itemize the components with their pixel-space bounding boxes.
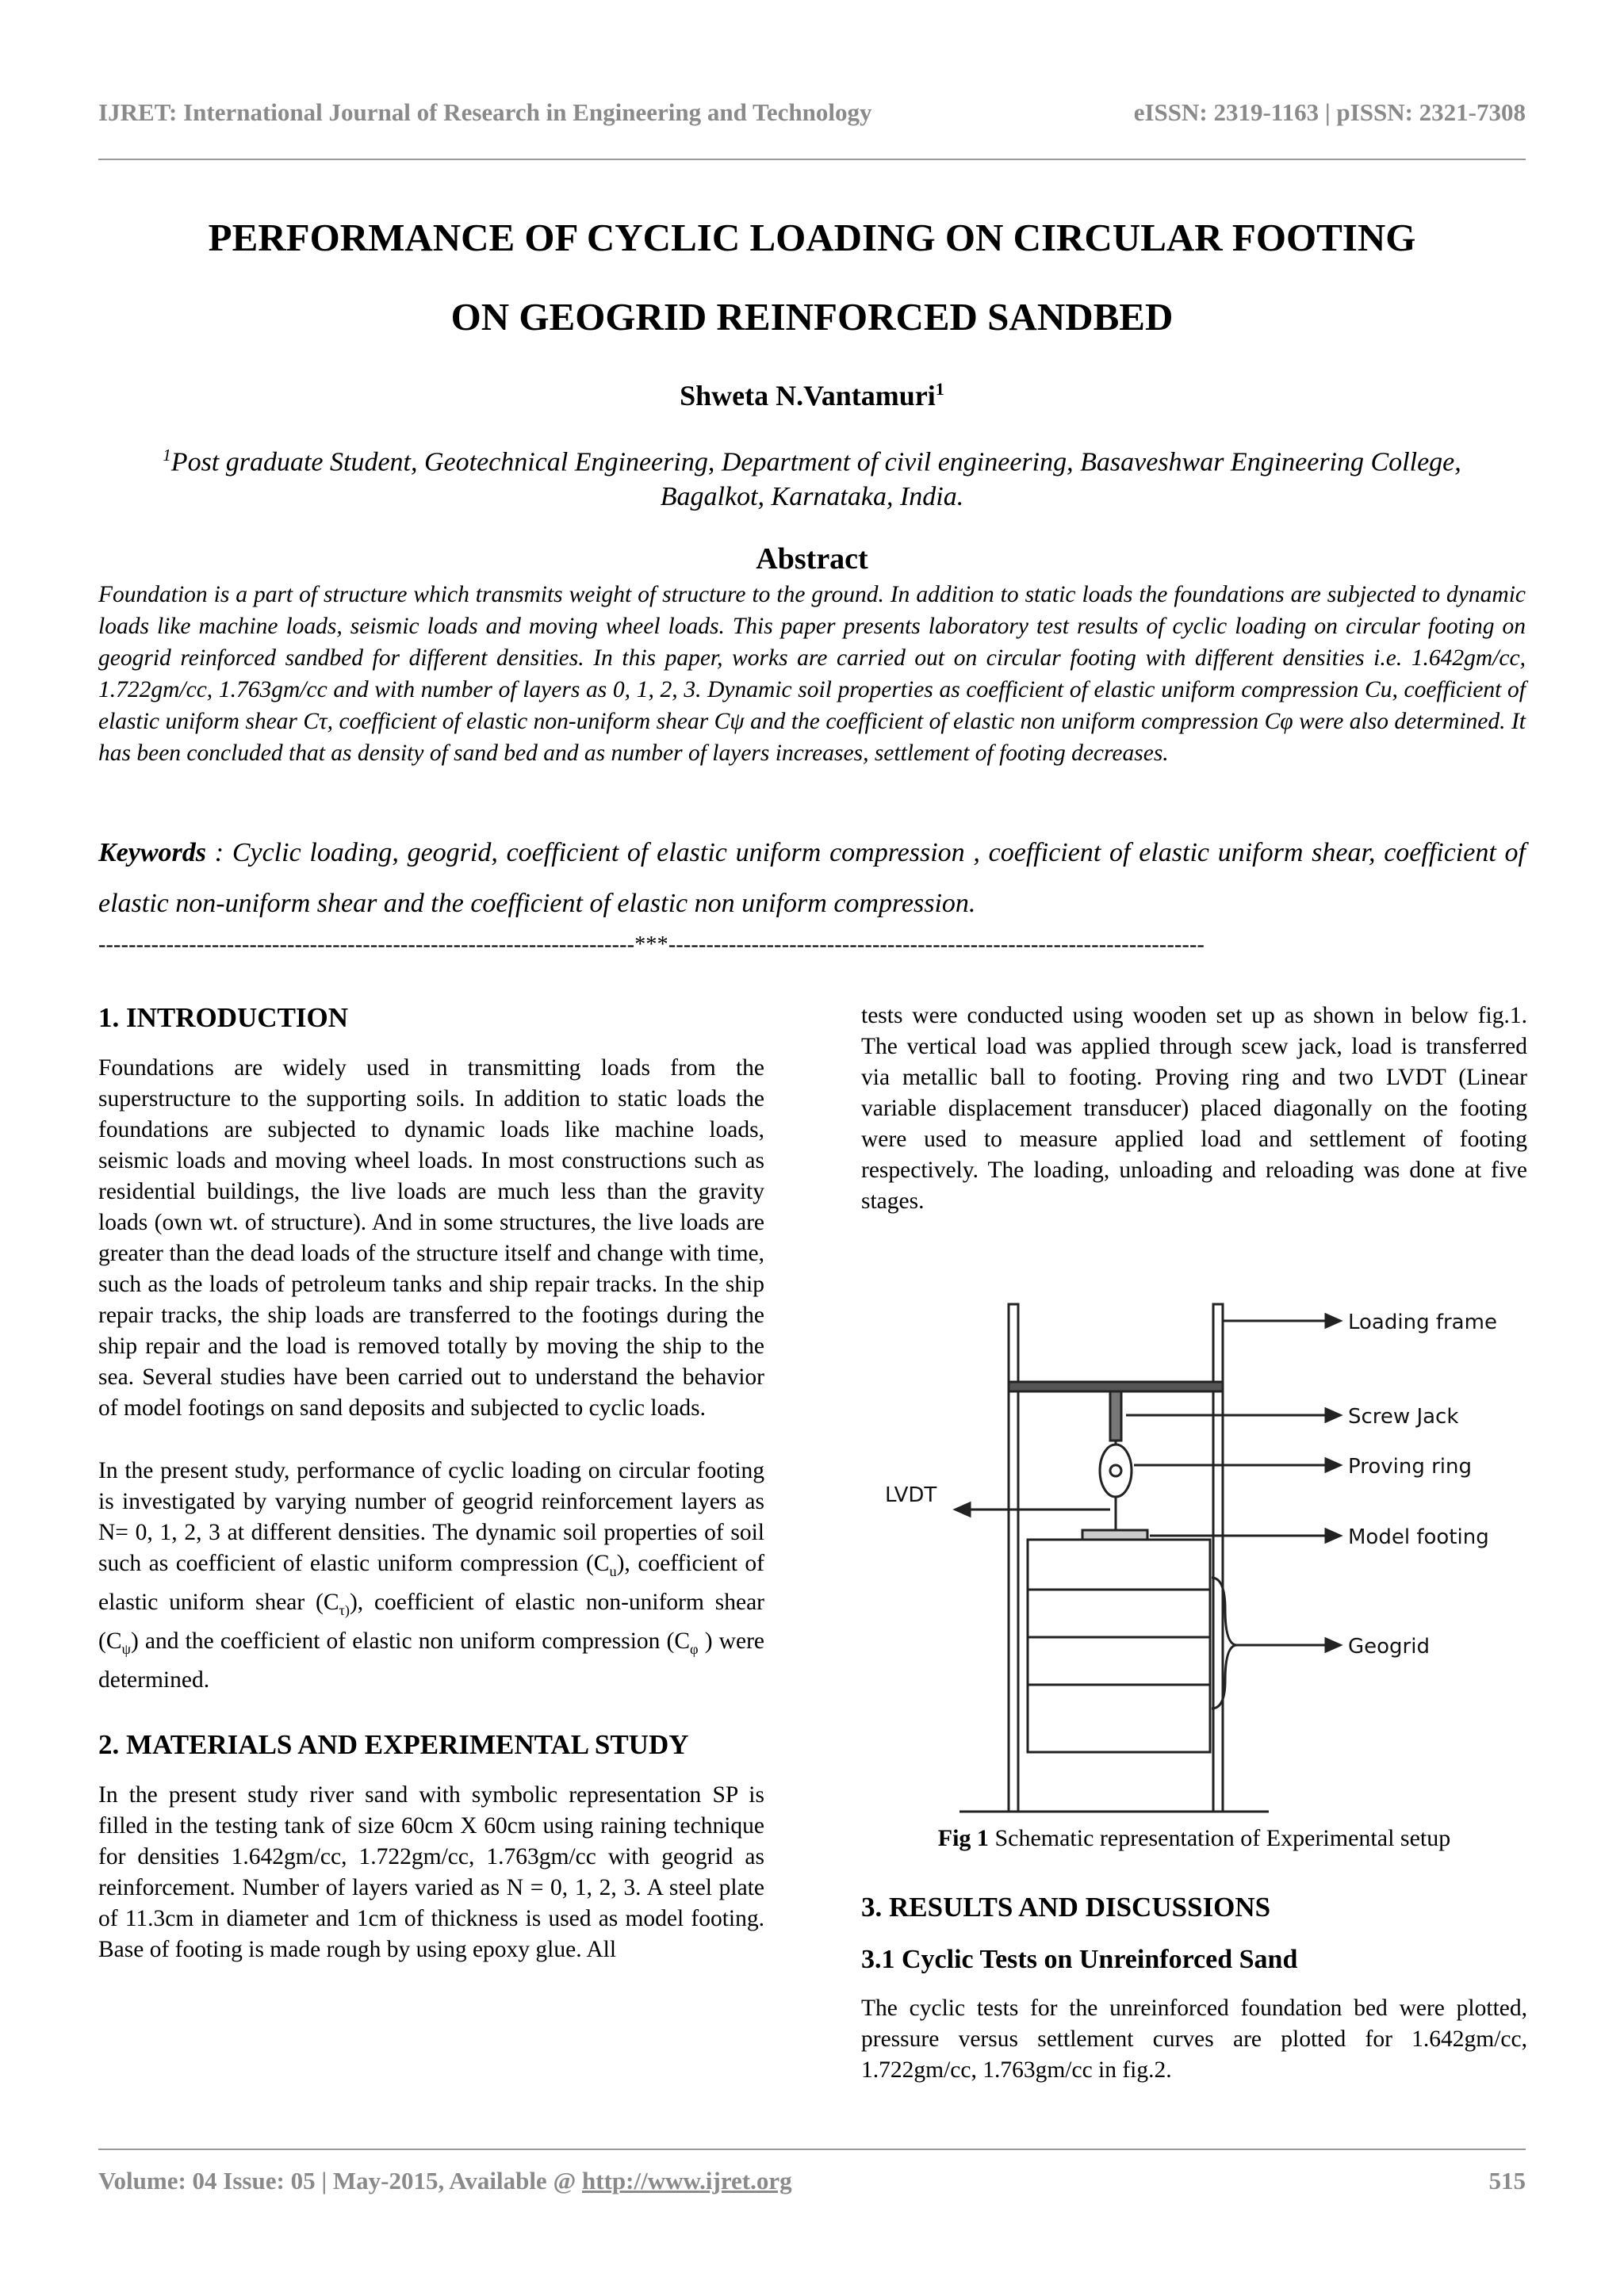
paper-title [98, 198, 1526, 357]
separator-mid: *** [634, 932, 668, 957]
results-paragraph-1: The cyclic tests for the unreinforced foundation bed were plotted, pressure versus settlement curves are plotted for 1.642gm/cc, 1.722gm/cc, 1.763gm/cc in fig.2. [861, 1996, 1527, 2083]
separator-right: ----------------------------------------------------------------------- [668, 932, 1205, 957]
right-column-top [861, 1001, 1527, 1249]
results-heading: 3. RESULTS AND DISCUSSIONS [861, 1892, 1271, 1923]
journal-link[interactable]: http://www.ijret.org [582, 2167, 792, 2195]
label-proving-ring: Proving ring [1348, 1455, 1472, 1479]
footer-rule [98, 2149, 1526, 2150]
author [0, 379, 1624, 412]
loading-frame-beam [1009, 1382, 1223, 1391]
proving-ring [1100, 1445, 1132, 1497]
intro-paragraph-1: Foundations are widely used in transmitting loads from the superstructure to the supporting soils. In addition to static loads the foundations are subjected to dynamic loads like machine loads, seismic loads and moving wheel loads. In most constructions such as residential buildings, the live loads are much less than the gravity loads (own wt. of structure). And in some structures, the live loads are greater than the dead loads of the structure itself and change with time, such as the loads of petroleum tanks and ship repair tracks. In the ship repair tracks, the ship loads are transferred to the footings during the ship repair and the load is removed totally by moving the ship to the sea. Several studies have been carried out to understand the behavior of model footings on sand deposits and subjected to cyclic loads. [98, 1055, 764, 1421]
label-loading-frame: Loading frame [1348, 1311, 1497, 1334]
results-subheading: 3.1 Cyclic Tests on Unreinforced Sand [861, 1945, 1298, 1974]
screw-jack [1110, 1391, 1121, 1441]
intro-heading: 1. INTRODUCTION [98, 1002, 349, 1033]
left-column [98, 1001, 764, 1997]
author-sup: 1 [935, 379, 944, 399]
affiliation [127, 438, 1497, 515]
title-line-1: PERFORMANCE OF CYCLIC LOADING ON CIRCULAR FOOTING [208, 216, 1416, 259]
sand-tank [1028, 1540, 1210, 1752]
separator-left: ----------------------------------------------------------------------- [98, 932, 635, 957]
model-footing [1082, 1530, 1147, 1540]
page-number: 515 [1488, 2167, 1526, 2195]
materials-heading: 2. MATERIALS AND EXPERIMENTAL STUDY [98, 1728, 689, 1760]
materials-paragraph-2: tests were conducted using wooden set up as shown in below fig.1. The vertical load was applied through scew jack, load is transferred via metallic ball to footing. Proving ring and two LVDT (Linear variable displacement transducer) placed diagonally on the footing were used to measure applied load and settlement of footing respectively. The loading, unloading and reloading was done at five stages. [861, 1003, 1527, 1214]
issn: eISSN: 2319-1163 | pISSN: 2321-7308 [1133, 98, 1526, 126]
abstract-heading: Abstract [756, 542, 868, 576]
figure-caption-text: Schematic representation of Experimental setup [988, 1825, 1451, 1851]
keywords-label: Keywords [98, 838, 206, 867]
journal-name: IJRET: International Journal of Research in Engineering and Technology [98, 98, 872, 126]
keywords-text: : Cyclic loading, geogrid, coefficient of elastic uniform compression , coefficient of elastic uniform shear, coefficient of elastic non-uniform shear and the coefficient of elastic non uniform compression. [98, 838, 1526, 918]
header-rule [98, 159, 1526, 160]
left-post [1009, 1304, 1018, 1812]
label-lvdt: LVDT [885, 1483, 937, 1507]
author-name: Shweta N.Vantamuri [680, 380, 936, 411]
experimental-setup-figure [872, 1292, 1530, 1823]
label-geogrid: Geogrid [1348, 1635, 1430, 1659]
figure-caption [861, 1825, 1527, 1852]
proving-ring-center [1110, 1465, 1121, 1476]
label-screw-jack: Screw Jack [1348, 1405, 1459, 1429]
abstract-text: Foundation is a part of structure which transmits weight of structure to the ground. In addition to static loads the foundations are subjected to dynamic loads like machine loads, seismic loads and moving wheel loads. This paper presents laboratory test results of cyclic loading on circular footing on geogrid reinforced sandbed for different densities. In this paper, works are carried out on circular footing with different densities i.e. 1.642gm/cc, 1.722gm/cc, 1.763gm/cc and with number of layers as 0, 1, 2, 3. Dynamic soil properties as coefficient of elastic uniform compression Cu, coefficient of elastic uniform shear Cτ, coefficient of elastic non-uniform shear Cψ and the coefficient of elastic non uniform compression Cφ were also determined. It has been concluded that as density of sand bed and as number of layers increases, settlement of footing decreases. [98, 582, 1526, 766]
label-model-footing: Model footing [1348, 1525, 1489, 1549]
keywords [98, 828, 1526, 929]
footer-volume: Volume: 04 Issue: 05 | May-2015, Available @ http://www.ijret.org [98, 2167, 792, 2195]
title-line-2: ON GEOGRID REINFORCED SANDBED [450, 295, 1174, 339]
section-separator [98, 932, 1534, 958]
affiliation-sup: 1 [163, 446, 171, 465]
materials-paragraph-1: In the present study river sand with symbolic representation SP is filled in the testing tank of size 60cm X 60cm using raining technique for densities 1.642gm/cc, 1.722gm/cc, 1.763gm/cc with geogrid as reinforcement. Number of layers varied as N = 0, 1, 2, 3. A steel plate of 11.3cm in diameter and 1cm of thickness is used as model footing. Base of footing is made rough by using epoxy glue. All [98, 1781, 764, 1962]
right-post [1213, 1304, 1223, 1812]
geogrid-brace [1212, 1578, 1237, 1709]
right-column-bottom [861, 1890, 1527, 2118]
affiliation-text: Post graduate Student, Geotechnical Engineering, Department of civil engineering, Basaveshwar Engineering College, Bagalkot, Karnataka, India. [170, 447, 1461, 512]
figure-caption-label: Fig 1 [937, 1825, 989, 1851]
intro-paragraph-2: In the present study, performance of cyclic loading on circular footing is investigated by varying number of geogrid reinforcement layers as N= 0, 1, 2, 3 at different densities. The dynamic soil properties of soil such as coefficient of elastic uniform compression $(C_u)$, coefficient of elastic uniform shear $(C_{\tau)})$, coefficient of elastic non-uniform shear $(C_\psi)$ and the coefficient of elastic non uniform compression ($C_\varphi$ ) were determined. [98, 1458, 765, 1693]
